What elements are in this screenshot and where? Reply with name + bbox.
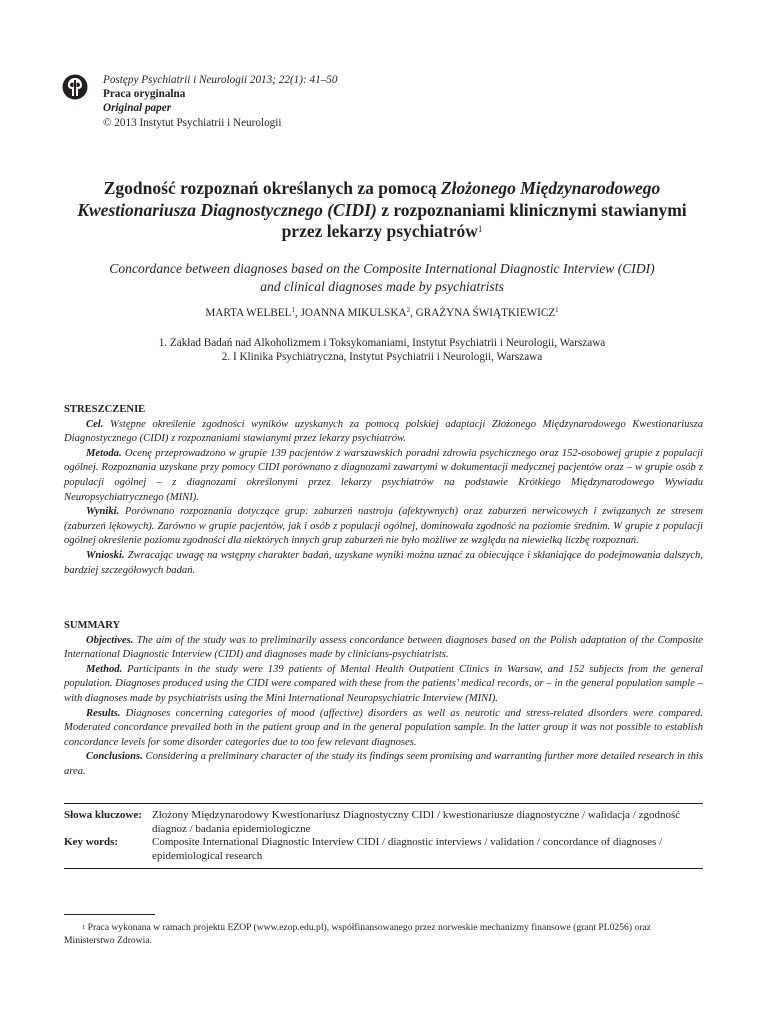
paragraph-text: Zwracając uwagę na wstępny charakter badań, uzyskane wyniki można uznać za obiecujące i skłaniające do podejmowania dalszych, bardziej szczegółowych badań. (64, 549, 703, 576)
paper-type-pl: Praca oryginalna (103, 88, 186, 101)
paragraph-label: Objectives. (86, 634, 134, 646)
abstract-paragraph (64, 663, 703, 707)
abstract-en-heading: SUMMARY (64, 620, 121, 631)
author: MARTA WELBEL (205, 307, 292, 319)
paper-title (62, 178, 702, 243)
paragraph-label: Metoda. (86, 447, 122, 459)
abstract-pl (64, 403, 703, 578)
paragraph-label: Wyniki. (86, 506, 120, 518)
title-footnote-mark: 1 (477, 224, 483, 234)
keywords-en-row (64, 836, 703, 863)
abstract-paragraph (64, 418, 703, 447)
paragraph-text: The aim of the study was to preliminarily assess concordance between diagnoses based on the Polish adaptation of the Composite International Diagnostic Interview (CIDI) and diagnoses made by clinicians-psychiatrists. (64, 634, 703, 661)
footnote-text: Praca wykonana w ramach projektu EZOP (www.ezop.edu.pl), współfinansowanego przez norweskie mechanizmy finansowe (grant PL0256) oraz Ministerstwo Zdrowia. (64, 922, 651, 947)
keywords-pl-label: Słowa kluczowe: (64, 809, 142, 821)
paragraph-label: Wnioski. (86, 549, 125, 561)
journal-header (103, 73, 338, 130)
journal-citation: Postępy Psychiatrii i Neurologii 2013; 22(1): 41–50 (103, 74, 338, 86)
paragraph-text: Diagnoses concerning categories of mood (affective) disorders as well as neurotic and stress-related disorders were compared. Moderated concordance prevailed both in the patient group and in the general population sample. In the latter group it was not possible to establish concordance levels for some disorder categories due to too few relevant diagnoses. (64, 707, 703, 748)
paragraph-label: Results. (86, 707, 121, 719)
copyright: © 2013 Instytut Psychiatrii i Neurologii (103, 116, 282, 129)
keywords-en-label: Key words: (64, 836, 119, 849)
keywords-top-rule (64, 803, 703, 804)
abstract-paragraph (64, 750, 703, 779)
keywords-bottom-rule (64, 868, 703, 869)
paragraph-text: Participants in the study were 139 patients of Mental Health Outpatient Clinics in Warsaw, and 152 subjects from the general population. Diagnoses produced using the CIDI were compared with these from the patients’ medical records, or – in the general population sample – with diagnoses made by psychiatrists using the Mini International Neuropsychiatric Interview (MINI). (64, 663, 703, 704)
author-affiliation-mark: 1 (555, 306, 559, 314)
journal-logo-icon (62, 74, 88, 100)
title-part-3: z rozpoznaniami klinicznymi stawianymi przez lekarzy psychiatrów (281, 199, 687, 241)
keywords-en-value: Composite International Diagnostic Interview CIDI / diagnostic interviews / validation / concordance of diagnoses / epidemiological research (152, 836, 663, 862)
author: GRAŻYNA ŚWIĄTKIEWICZ (415, 307, 556, 319)
subtitle-line-1: Concordance between diagnoses based on the Composite International Diagnostic Interview (CIDI) (109, 261, 655, 276)
paper-type-en: Original paper (103, 102, 172, 115)
paragraph-text: Porównano rozpoznania dotyczące grup: zaburzeń nastroju (afektywnych) oraz zaburzeń nerwicowych i związanych ze stresem (zaburzeń lękowych). Zarówno w grupie pacjentów, jak i osób z populacji ogólnej, dominowała zgodność na poziomie średnim. W grupie z populacji ogólnej określenie poziomu zgodności dla niektórych innych grup zaburzeń nie było możliwe ze względu na niewielką liczbę rozpoznań. (64, 506, 703, 547)
paragraph-text: Ocenę przeprowadzono w grupie 139 pacjentów z warszawskich poradni zdrowia psychicznego oraz 152-osobowej grupie z populacji ogólnej. Rozpoznania uzyskane przy pomocy CIDI porównano z diagnozami zawartymi w dokumentacji medycznej pacjentów oraz – w grupie osób z populacji ogólnej – z diagnozami określonymi przez lekarzy psychiatrów na podstawie Krótkiego Międzynarodowego Wywiadu Neuropsychiatrycznego (MINI). (64, 447, 703, 503)
affiliation: 1. Zakład Badań nad Alkoholizmem i Toksykomaniami, Instytut Psychiatrii i Neurologii, Warszawa (158, 337, 606, 349)
footnote-rule (64, 914, 155, 915)
abstract-paragraph (64, 549, 703, 578)
paragraph-text: Wstępne określenie zgodności wyników uzyskanych za pomocą polskiej adaptacji Złożonego Międzynarodowego Kwestionariusza Diagnostycznego (CIDI) z rozpoznaniami stawianymi przez lekarzy psychiatrów. (64, 418, 703, 445)
keywords-pl-value: Złożony Międzynarodowy Kwestionariusz Diagnostyczny CIDI / kwestionariusze diagnostyczne / walidacja / zgodność diagnoz / badania epidemiologiczne (152, 809, 681, 835)
subtitle-line-2: and clinical diagnoses made by psychiatrists (260, 278, 504, 294)
paragraph-text: Considering a preliminary character of the study its findings seem promising and warranting further more detailed research in this area. (64, 751, 703, 777)
abstract-paragraph (64, 505, 703, 549)
abstract-paragraph (64, 707, 703, 751)
footnote-mark: 1 (82, 924, 86, 931)
paper-subtitle (62, 260, 702, 295)
paragraph-label: Method. (86, 663, 123, 675)
author-affiliation-mark: 2 (406, 306, 411, 314)
author-separator: , (294, 307, 301, 319)
abstract-paragraph (64, 447, 703, 505)
affiliation: 2. I Klinika Psychiatryczna, Instytut Psychiatrii i Neurologii, Warszawa (221, 351, 543, 364)
author-list (62, 307, 702, 319)
keywords-block (64, 809, 703, 863)
title-part-2: Złożonego Międzynarodowego Kwestionariusza Diagnostycznego (CIDI) (77, 178, 661, 220)
abstract-paragraph (64, 634, 703, 663)
author-affiliation-mark: 1 (291, 306, 295, 314)
author-separator: , (410, 307, 416, 319)
author: JOANNA MIKULSKA (300, 307, 407, 319)
paragraph-label: Conclusions. (86, 751, 143, 763)
footnote (64, 921, 703, 948)
keywords-pl-row (64, 809, 703, 836)
title-part-1: Zgodność rozpoznań określanych za pomocą (103, 178, 441, 198)
abstract-en (64, 619, 703, 780)
affiliations (62, 336, 702, 365)
paragraph-label: Cel. (86, 418, 104, 430)
abstract-pl-heading: STRESZCZENIE (64, 404, 146, 415)
